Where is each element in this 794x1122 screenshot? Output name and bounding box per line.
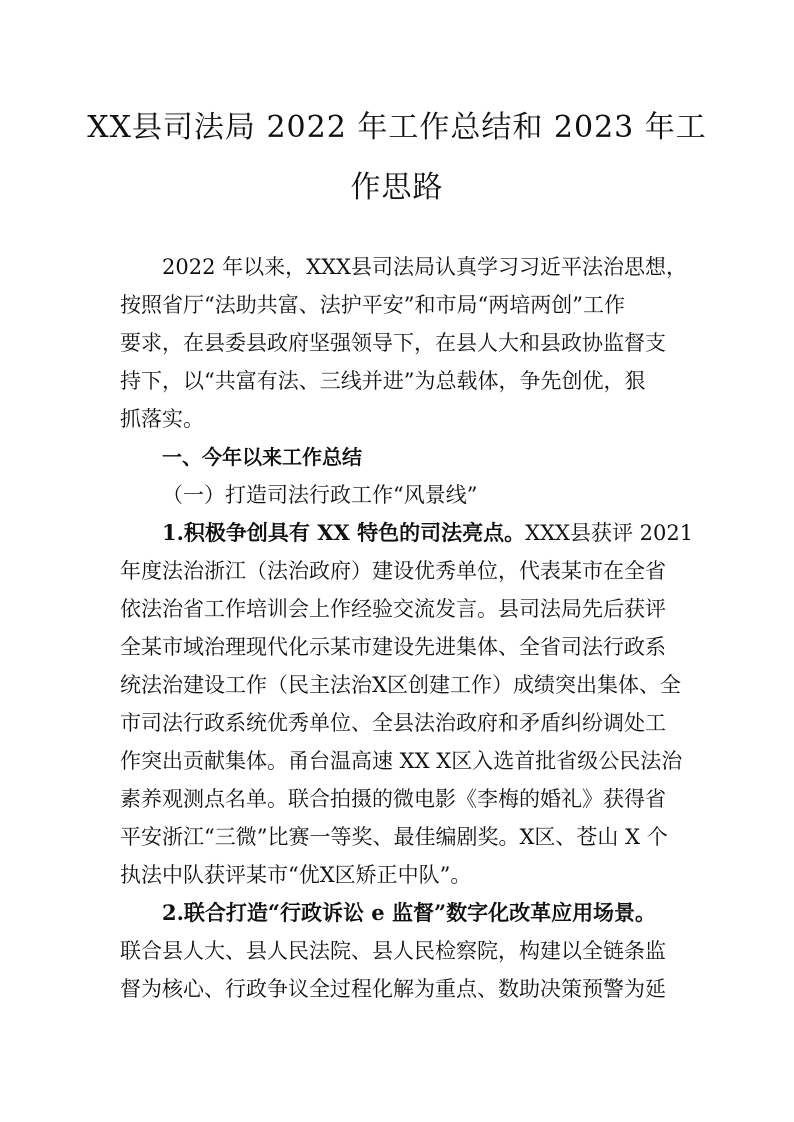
item1-line-3: 依法治省工作培训会上作经验交流发言。县司法局先后获评 [120,597,666,621]
intro-line-4: 持下，以“共富有法、三线并进”为总载体，争先创优，狠 [120,369,646,393]
section-heading: 一、今年以来工作总结 [162,445,362,469]
document-body [120,248,694,1008]
subsection-heading: （一）打造司法行政工作“风景线” [162,483,478,507]
intro-line-1: 2022 年以来，XXX县司法局认真学习习近平法治思想， [162,255,687,279]
document-title [0,98,794,218]
item1-first-line [120,514,694,552]
item2-bold-lead: 2.联合打造“行政诉讼 e 监督”数字化改革应用场景。 [162,900,657,925]
title-line-1: XX县司法局 2022 年工作总结和 2023 年工 [87,110,707,145]
item1-line-5: 统法治建设工作（民主法治X区创建工作）成绩突出集体、全 [120,673,681,697]
item1-line-7: 作突出贡献集体。甬台温高速 XX X区入选首批省级公民法治 [120,749,683,773]
item1-line-2: 年度法治浙江（法治政府）建设优秀单位，代表某市在全省 [120,559,666,583]
item1-line-10: 执法中队获评某市“优X区矫正中队”。 [120,863,472,887]
intro-line-3: 要求，在县委县政府坚强领导下，在县人大和县政协监督支 [120,331,666,355]
intro-line-2: 按照省厅“法助共富、法护平安”和市局“两培两创”工作 [120,293,625,317]
item1-bold-lead: 1.积极争创具有 XX 特色的司法亮点。 [162,520,526,545]
item1-line-6: 市司法行政系统优秀单位、全县法治政府和矛盾纠纷调处工 [120,711,666,735]
item1-first-line-rest: XXX县获评 2021 [525,521,694,545]
item2-line-3: 督为核心、行政争议全过程化解为重点、数助决策预警为延 [120,977,666,1001]
item1-line-4: 全某市域治理现代化示某市建设先进集体、全省司法行政系 [120,635,666,659]
item1-line-9: 平安浙江“三微”比赛一等奖、最佳编剧奖。X区、苍山 X 个 [120,825,668,849]
item2-line-2: 联合县人大、县人民法院、县人民检察院，构建以全链条监 [120,939,666,963]
intro-line-5: 抓落实。 [120,407,204,431]
title-line-2: 作思路 [350,170,444,205]
item1-line-8: 素养观测点名单。联合拍摄的微电影《李梅的婚礼》获得省 [120,787,666,811]
